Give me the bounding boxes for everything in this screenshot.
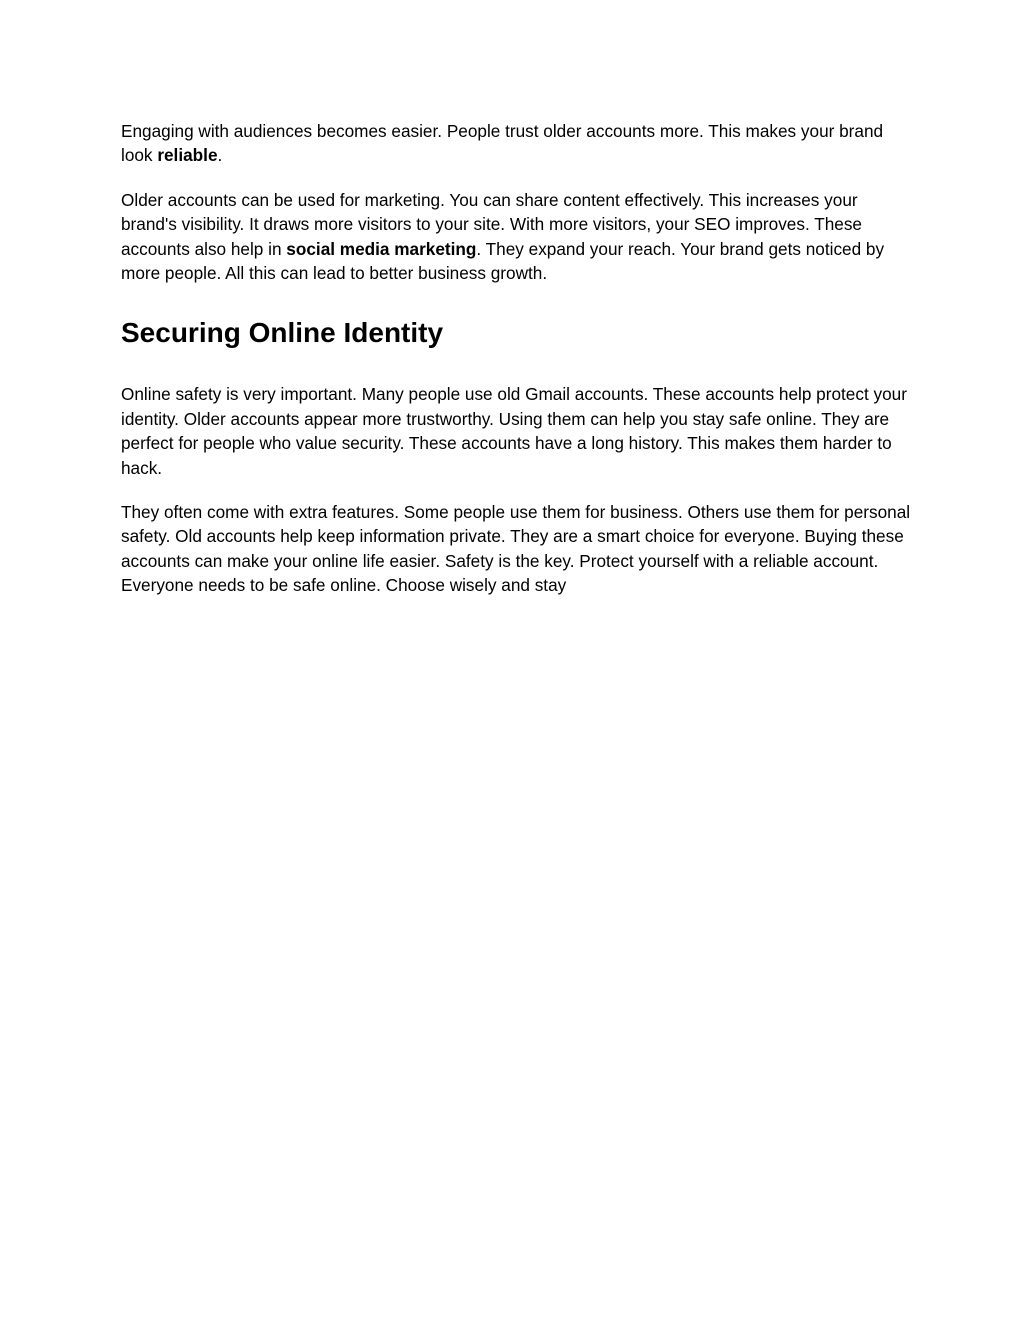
paragraph-text: Engaging with audiences becomes easier. People trust older accounts more. This makes your brand look [121, 121, 884, 166]
document-page [121, 119, 911, 618]
paragraph-online-safety: Online safety is very important. Many people use old Gmail accounts. These accounts help protect your identity. Older accounts appear more trustworthy. Using them can help you stay safe online. They are perfect for people who value security. These accounts have a long history. This makes them harder to hack. [121, 384, 907, 478]
section-heading: Securing Online Identity [121, 317, 444, 349]
paragraph-audience-trust [121, 119, 911, 168]
paragraph-extra-features: They often come with extra features. Some people use them for business. Others use them for personal safety. Old accounts help keep information private. They are a smart choice for everyone. Buying these accounts can make your online life easier. Safety is the key. Protect yourself with a reliable account. Everyone needs to be safe online. Choose wisely and stay [121, 502, 911, 596]
paragraph-text: . [217, 145, 223, 166]
bold-term-social-media-marketing: social media marketing [286, 238, 477, 259]
paragraph-marketing [121, 188, 911, 286]
bold-term-reliable: reliable [157, 145, 218, 166]
paragraph-text: Older accounts can be used for marketing. You can share content effectively. This increases your brand's visibility. It draws more visitors to your site. With more visitors, your SEO improves. These accounts also help in [121, 189, 862, 259]
paragraph-text: . They expand your reach. Your brand gets noticed by more people. All this can lead to better business growth. [121, 238, 885, 284]
